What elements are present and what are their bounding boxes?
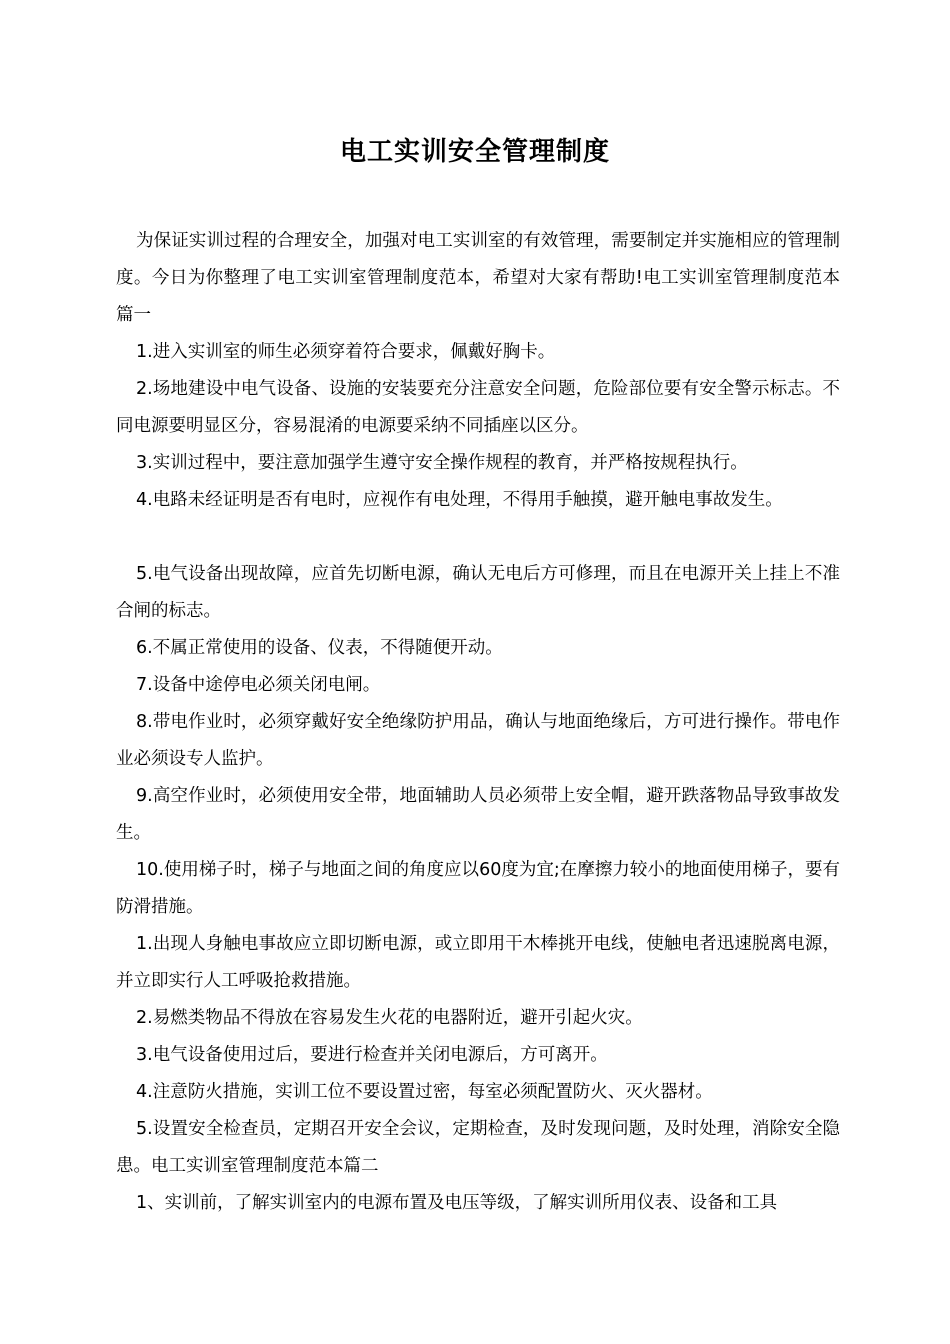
paragraph-item: 5.电气设备出现故障，应首先切断电源，确认无电后方可修理，而且在电源开关上挂上不准合闸的标志。: [116, 564, 840, 621]
document-body: [116, 223, 840, 1222]
paragraph-item: 7.设备中途停电必须关闭电闸。: [136, 675, 381, 695]
paragraph-item: 1、实训前，了解实训室内的电源布置及电压等级，了解实训所用仪表、设备和工具: [136, 1193, 778, 1213]
document-title: 电工实训安全管理制度: [339, 137, 610, 167]
paragraph-item: 8.带电作业时，必须穿戴好安全绝缘防护用品，确认与地面绝缘后，方可进行操作。带电作业必须设专人监护。: [116, 712, 840, 769]
paragraph-item: 10.使用梯子时，梯子与地面之间的角度应以60度为宜;在摩擦力较小的地面使用梯子，要有防滑措施。: [116, 860, 840, 917]
paragraph-item: 2.易燃类物品不得放在容易发生火花的电器附近，避开引起火灾。: [136, 1008, 643, 1028]
paragraph-item: 9.高空作业时，必须使用安全带，地面辅助人员必须带上安全帽，避开跌落物品导致事故发生。: [116, 786, 840, 843]
paragraph-item: 3.实训过程中，要注意加强学生遵守安全操作规程的教育，并严格按规程执行。: [136, 453, 748, 473]
paragraph-item: 2.场地建设中电气设备、设施的安装要充分注意安全问题，危险部位要有安全警示标志。不同电源要明显区分，容易混淆的电源要采纳不同插座以区分。: [116, 379, 840, 436]
paragraph-intro: 为保证实训过程的合理安全，加强对电工实训室的有效管理，需要制定并实施相应的管理制度。今日为你整理了电工实训室管理制度范本，希望对大家有帮助!电工实训室管理制度范本篇一: [116, 231, 840, 325]
paragraph-spacer: [116, 519, 840, 556]
paragraph-item: 4.电路未经证明是否有电时，应视作有电处理，不得用手触摸，避开触电事故发生。: [136, 490, 783, 510]
paragraph-item: 5.设置安全检查员，定期召开安全会议，定期检查，及时发现问题，及时处理，消除安全隐患。电工实训室管理制度范本篇二: [116, 1119, 840, 1176]
paragraph-item: 3.电气设备使用过后，要进行检查并关闭电源后，方可离开。: [136, 1045, 608, 1065]
paragraph-item: 6.不属正常使用的设备、仪表，不得随便开动。: [136, 638, 503, 658]
paragraph-item: 1.出现人身触电事故应立即切断电源，或立即用干木棒挑开电线，使触电者迅速脱离电源，并立即实行人工呼吸抢救措施。: [116, 934, 840, 991]
paragraph-item: 4.注意防火措施，实训工位不要设置过密，每室必须配置防火、灭火器材。: [136, 1082, 713, 1102]
paragraph-item: 1.进入实训室的师生必须穿着符合要求，佩戴好胸卡。: [136, 342, 556, 362]
